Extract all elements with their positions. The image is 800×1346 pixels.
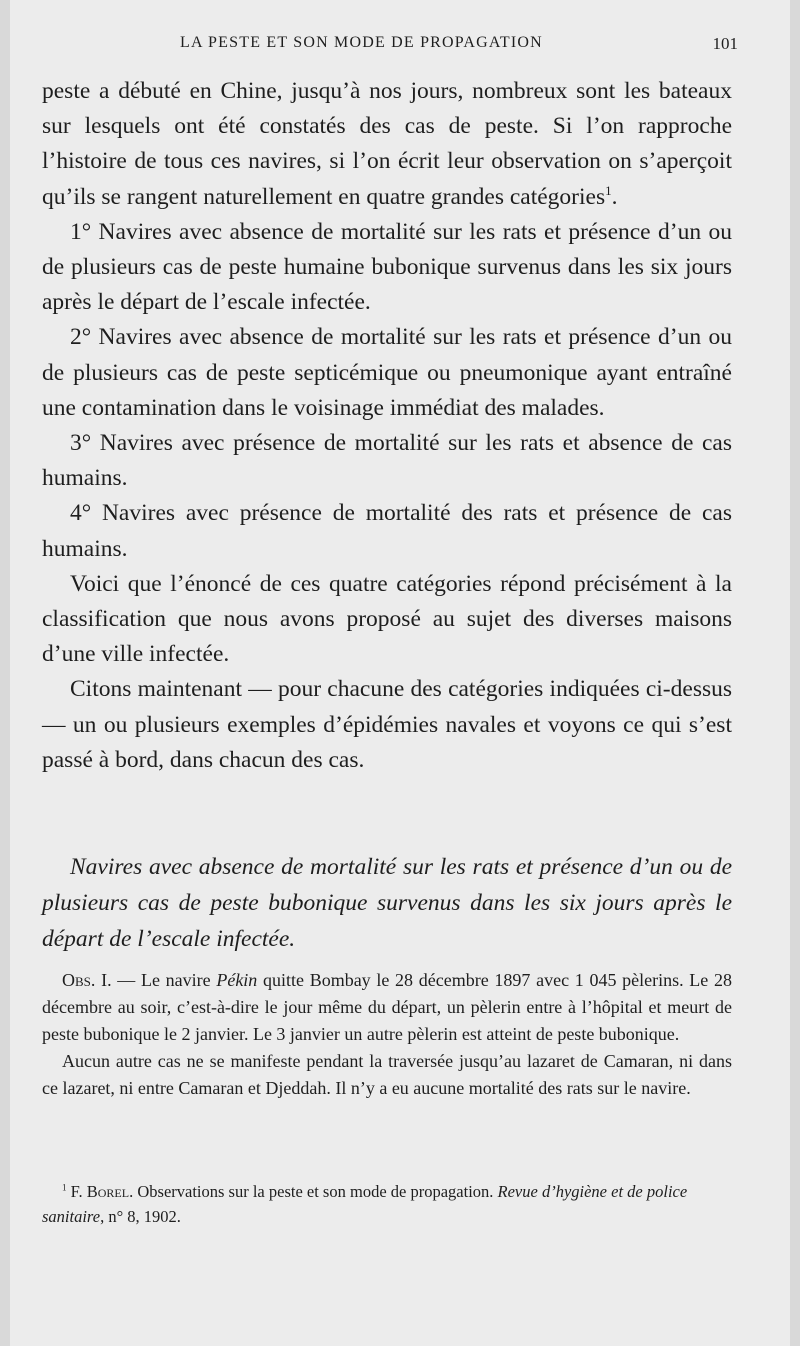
book-page xyxy=(10,0,790,1346)
observation-paragraph xyxy=(42,967,732,1048)
category-4-paragraph: 4° Navires avec présence de mortalité des rats et présence de cas humains. xyxy=(42,500,732,562)
observation-intro: — Le navire xyxy=(111,970,217,990)
category-2-paragraph: 2° Navires avec absence de mortalité sur les rats et présence d’un ou de plusieurs cas de peste septicémique ou pneumonique ayant entraîné une contamination dans le voisinage immédiat des malades. xyxy=(42,324,732,421)
main-text xyxy=(42,74,732,778)
footnote-issue: , n° 8, 1902. xyxy=(100,1207,181,1226)
ship-name: Pékin xyxy=(216,970,258,990)
classification-paragraph: Voici que l’énoncé de ces quatre catégories répond précisément à la classification que nous avons proposé au sujet des diverses maisons d’une ville infectée. xyxy=(42,570,732,668)
observation-text: quitte Bombay le 28 décembre 1897 avec 1 045 pèlerins. Le 28 décembre au soir, c’est-à-dire le jour même du départ, un pèlerin entre à l’hôpital et meurt de peste bubonique le 2 janvier. Le 3 janvier un autre pèlerin est atteint de peste bubonique. xyxy=(42,970,732,1044)
intro-text: peste a débuté en Chine, jusqu’à nos jours, nombreux sont les bateaux sur lesquels ont été constatés des cas de peste. Si l’on rapproche l’histoire de tous ces navires, si l’on écrit leur observation on s’aperçoit qu’ils se rangent naturellement en quatre grandes catégories xyxy=(42,78,732,210)
observation-label: Obs. I. xyxy=(62,970,112,990)
category-3-paragraph: 3° Navires avec présence de mortalité sur les rats et absence de cas humains. xyxy=(42,430,732,492)
running-title: LA PESTE ET SON MODE DE PROPAGATION xyxy=(180,34,543,51)
footnote-marker: 1 xyxy=(62,1182,67,1193)
intro-paragraph xyxy=(42,74,732,215)
examples-paragraph: Citons maintenant — pour chacune des catégories indiquées ci-dessus — un ou plusieurs exemples d’épidémies navales et voyons ce qui s’est passé à bord, dans chacun des cas. xyxy=(42,676,732,773)
category-1-paragraph: 1° Navires avec absence de mortalité sur les rats et présence d’un ou de plusieurs cas de peste humaine bubonique survenus dans les six jours après le départ de l’escale infectée. xyxy=(42,218,732,316)
running-head xyxy=(52,34,738,58)
footnote-journal: Revue d’hygiène et de police sanitaire xyxy=(42,1182,688,1226)
footnote-author: F. Borel. xyxy=(70,1182,134,1201)
footnote-reference: 1 xyxy=(605,182,612,198)
intro-end: . xyxy=(611,183,618,210)
section-heading: Navires avec absence de mortalité sur les rats et présence d’un ou de plusieurs cas de peste bubonique survenus dans les six jours après le départ de l’escale infectée. xyxy=(42,854,732,952)
page-number: 101 xyxy=(712,34,738,53)
footnote-title: Observations sur la peste et son mode de propagation. xyxy=(133,1182,498,1201)
footnote xyxy=(42,1179,732,1229)
observation-block xyxy=(42,967,732,1102)
observation-continuation: Aucun autre cas ne se manifeste pendant la traversée jusqu’au lazaret de Camaran, ni dans ce lazaret, ni entre Camaran et Djeddah. Il n’y a eu aucune mortalité des rats sur le navire. xyxy=(42,1051,732,1098)
